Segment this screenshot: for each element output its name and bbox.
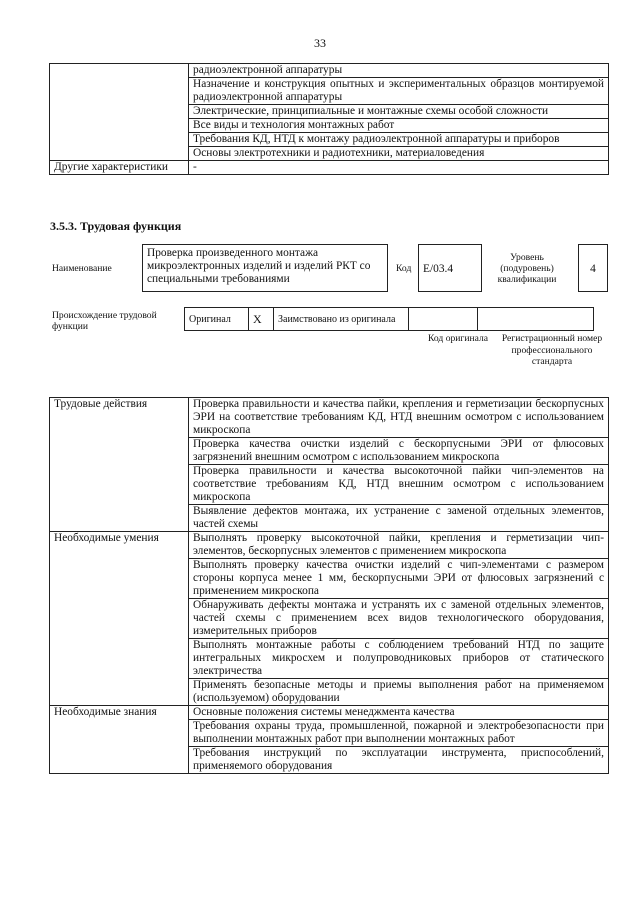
table-row: Основные положения системы менеджмента качества xyxy=(189,706,609,720)
origin-label: Происхождение трудовой функции xyxy=(52,310,157,332)
registration-number-cell xyxy=(478,308,594,331)
table-row: Проверка правильности и качества пайки, крепления и герметизации бескорпусных ЭРИ на соответствие требованиям КД, НТД внешним осмотром с использованием микроскопа xyxy=(189,398,609,438)
table-row: Применять безопасные методы и приемы выполнения работ на применяемом (используемом) оборудовании xyxy=(189,679,609,706)
borrowed-label: Заимствовано из оригинала xyxy=(274,308,409,331)
registration-number-caption: Регистрационный номер профессионального стандарта xyxy=(501,333,603,367)
origin-table xyxy=(184,307,594,331)
qualification-level-label: Уровень (подуровень) квалификации xyxy=(497,252,557,285)
required-knowledge-label: Необходимые знания xyxy=(50,706,189,774)
original-code-caption: Код оригинала xyxy=(427,333,489,344)
other-characteristics-value: - xyxy=(189,161,609,175)
top-table xyxy=(49,63,609,175)
table-row: Проверка качества очистки изделий с бескорпусными ЭРИ от флюсовых загрязнений внешним осмотром с использованием микроскопа xyxy=(189,438,609,465)
qualification-level-value: 4 xyxy=(578,244,608,292)
table-row: Все виды и технология монтажных работ xyxy=(189,119,609,133)
name-value: Проверка произведенного монтажа микроэлектронных изделий и изделий РКТ со специальными требованиями xyxy=(142,244,388,292)
table-row: Электрические, принципиальные и монтажные схемы особой сложности xyxy=(189,105,609,119)
other-characteristics-label: Другие характеристики xyxy=(50,161,189,175)
labor-actions-label: Трудовые действия xyxy=(50,398,189,532)
required-skills-label: Необходимые умения xyxy=(50,532,189,706)
name-label: Наименование xyxy=(52,263,112,274)
table-row: Назначение и конструкция опытных и экспериментальных образцов монтируемой радиоэлектронной аппаратуры xyxy=(189,78,609,105)
main-table xyxy=(49,397,609,774)
table-row: Выполнять проверку качества очистки изделий с чип-элементами с размером стороны корпуса менее 1 мм, бескорпусными ЭРИ от флюсовых загрязнений с применением микроскопа xyxy=(189,559,609,599)
table-row: радиоэлектронной аппаратуры xyxy=(189,64,609,78)
table-row: Основы электротехники и радиотехники, материаловедения xyxy=(189,147,609,161)
table-row: Проверка правильности и качества высокоточной пайки чип-элементов на соответствие требованиям КД, НТД внешним осмотром с использованием микроскопа xyxy=(189,465,609,505)
original-label: Оригинал xyxy=(185,308,249,331)
page-number: 33 xyxy=(314,36,326,50)
original-mark: X xyxy=(249,308,274,331)
empty-label-cell xyxy=(50,64,189,161)
table-row: Требования инструкций по эксплуатации инструмента, приспособлений, применяемого оборудования xyxy=(189,747,609,774)
code-label: Код xyxy=(396,263,412,274)
code-value: E/03.4 xyxy=(418,244,482,292)
section-title: 3.5.3. Трудовая функция xyxy=(50,219,182,233)
table-row: Обнаруживать дефекты монтажа и устранять их с заменой отдельных элементов, частей схемы с применением всех видов технологического оборудования, измерительных приборов xyxy=(189,599,609,639)
original-code-cell xyxy=(409,308,478,331)
table-row: Требования КД, НТД к монтажу радиоэлектронной аппаратуры и приборов xyxy=(189,133,609,147)
table-row: Выполнять проверку высокоточной пайки, крепления и герметизации чип-элементов, бескорпусных элементов с применением микроскопа xyxy=(189,532,609,559)
table-row: Выполнять монтажные работы с соблюдением требований НТД по защите интегральных микросхем и полупроводниковых приборов от статического электричества xyxy=(189,639,609,679)
table-row: Требования охраны труда, промышленной, пожарной и электробезопасности при выполнении монтажных работ при выполнении монтажных работ xyxy=(189,720,609,747)
table-row: Выявление дефектов монтажа, их устранение с заменой отдельных элементов, частей схемы xyxy=(189,505,609,532)
